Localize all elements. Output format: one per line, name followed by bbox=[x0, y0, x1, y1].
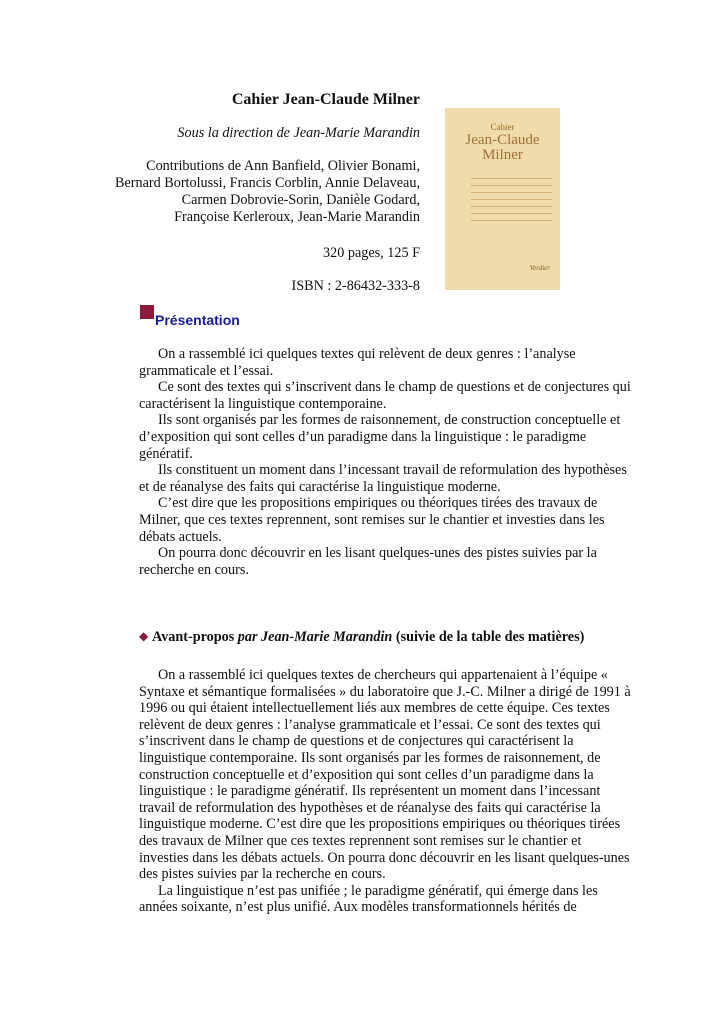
avant-propos-author: par Jean-Marie Marandin bbox=[237, 629, 393, 645]
contributions-line: Carmen Dobrovie-Sorin, Danièle Godard, bbox=[181, 192, 420, 208]
cover-publisher: Verdier bbox=[529, 264, 550, 272]
avant-propos-body-clip bbox=[139, 667, 634, 919]
paragraph: C’est dire que les propositions empiriques ou théoriques tirées des travaux de Milner, que ces textes reprennent, sont remises sur le chantier et investies dans les débats actuels. bbox=[139, 495, 605, 545]
book-cover-image bbox=[445, 108, 560, 290]
contributions-line: Contributions de Ann Banfield, Olivier Bonami, bbox=[146, 158, 420, 174]
cover-author-name bbox=[445, 133, 560, 163]
presentation-body bbox=[139, 346, 634, 578]
avant-propos-heading bbox=[152, 629, 584, 646]
diamond-bullet-icon: ◆ bbox=[139, 629, 149, 643]
contributions-line: Françoise Kerleroux, Jean-Marie Marandin bbox=[174, 209, 420, 225]
paragraph: Ce sont des textes qui s’inscrivent dans le champ de questions et de conjectures qui caractérisent la linguistique contemporaine. bbox=[139, 379, 631, 412]
paragraph: La linguistique n’est pas unifiée ; le paradigme génératif, qui émerge dans les années soixante, n’est plus unifié. Aux modèles transformationnels hérités de bbox=[139, 882, 598, 916]
square-bullet-icon bbox=[140, 305, 154, 319]
paragraph: Ils constituent un moment dans l’incessant travail de reformulation des hypothèses et de réanalyse des faits qui caractérise la linguistique moderne. bbox=[139, 462, 627, 495]
paragraph: On a rassemblé ici quelques textes qui relèvent de deux genres : l’analyse grammaticale et l’essai. bbox=[139, 346, 576, 379]
avant-propos-body bbox=[139, 667, 634, 916]
avant-propos-title: Avant-propos bbox=[152, 629, 235, 645]
contributions-line: Bernard Bortolussi, Francis Corblin, Annie Delaveau, bbox=[115, 175, 420, 191]
paragraph: On a rassemblé ici quelques textes de chercheurs qui appartenaient à l’équipe « Syntaxe et sémantique formalisées » du laboratoire que J.-C. Milner a dirigé de 1991 à 1996 ou qui étaient intellectuellement liés aux membres de cette équipe. Ces textes relèvent de deux genres : l’analyse grammaticale et l’essai. Ce sont des textes qui s’inscrivent dans le champ de questions et de conjectures qui caractérisent la linguistique contemporaine. Ils sont organisés par les formes de raisonnement, de construction conceptuelle et d’exposition qui sont celles d’un paradigme dans la linguistique : le paradigme génératif. Ils représentent un moment dans l’incessant travail de reformulation des hypothèses et de réanalyse des faits qui caractérise la linguistique moderne. C’est dire que les propositions empiriques ou théoriques tirées des travaux de Milner que ces textes reprennent sont remises sur le chantier et investies dans les débats actuels. On pourra donc découvrir en les lisant quelques-unes des pistes suivies par la recherche en cours. bbox=[139, 667, 631, 883]
cover-contributors-text bbox=[471, 178, 552, 227]
paragraph: On pourra donc découvrir en les lisant quelques-unes des pistes suivies par la recherche en cours. bbox=[139, 545, 597, 578]
book-pages-price: 320 pages, 125 F bbox=[323, 245, 420, 261]
cover-small-title: Cahier bbox=[490, 122, 515, 132]
book-isbn: ISBN : 2-86432-333-8 bbox=[291, 278, 420, 294]
book-title: Cahier Jean-Claude Milner bbox=[231, 91, 420, 108]
book-direction: Sous la direction de Jean-Marie Marandin bbox=[177, 125, 420, 141]
paragraph: Ils sont organisés par les formes de raisonnement, de construction conceptuelle et d’exposition qui sont celles d’un paradigme dans la linguistique : le paradigme génératif. bbox=[139, 412, 621, 462]
avant-propos-suffix: (suivie de la table des matières) bbox=[395, 629, 585, 645]
book-contributions bbox=[115, 158, 420, 226]
presentation-heading: Présentation bbox=[155, 312, 240, 328]
cover-name-line: Jean-Claude bbox=[465, 132, 540, 148]
cover-name-line: Milner bbox=[482, 147, 523, 163]
